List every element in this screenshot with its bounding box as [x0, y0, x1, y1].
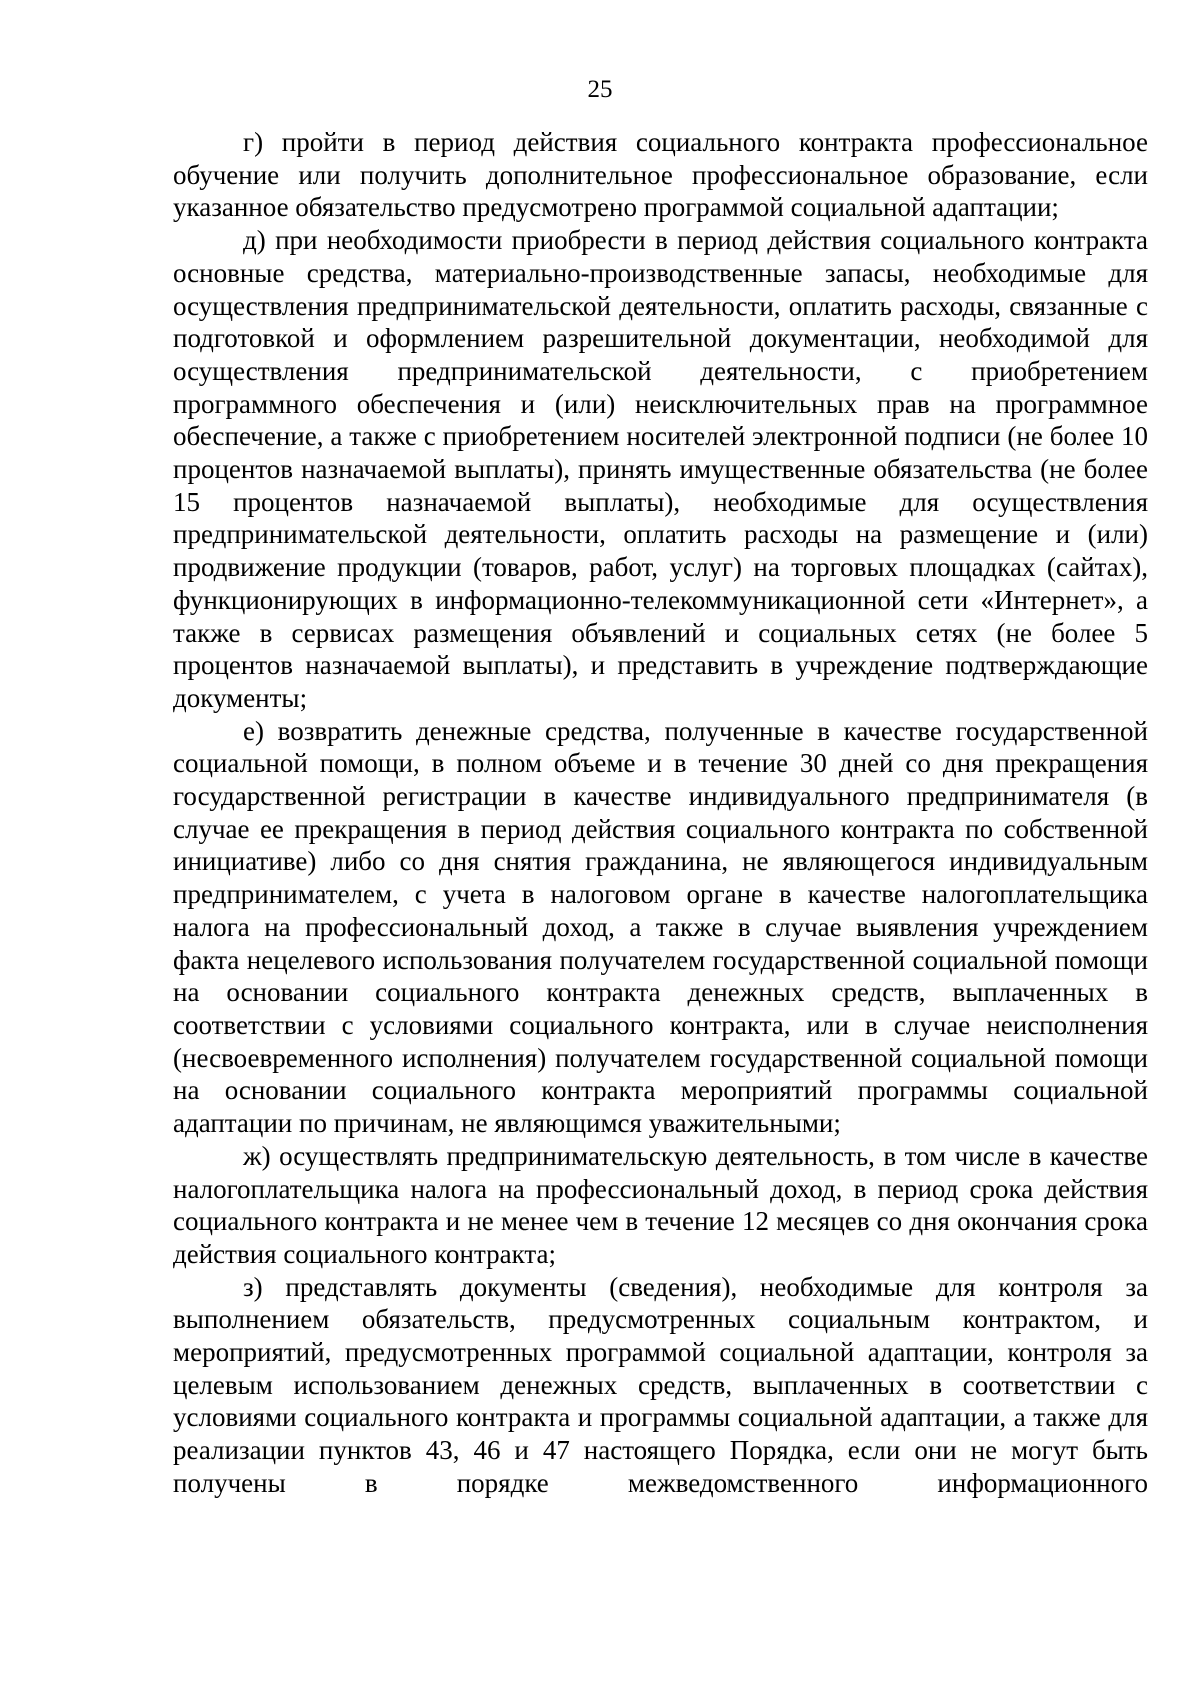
paragraph-d: д) при необходимости приобрести в период действия социального контракта основные средства, материально-производственные запасы, необходимые для осуществления предпринимательской деятельности, оплатить расходы, связанные с подготовкой и оформлением разрешительной документации, необходимой для осуществления предпринимательской деятельности, с приобретением программного обеспечения и (или) неисключительных прав на программное обеспечение, а также с приобретением носителей электронной подписи (не более 10 процентов назначаемой выплаты), принять имущественные обязательства (не более 15 процентов назначаемой выплаты), необходимые для осуществления предпринимательской деятельности, оплатить расходы на размещение и (или) продвижение продукции (товаров, работ, услуг) на торговых площадках (сайтах), функционирующих в информационно-телекоммуникационной сети «Интернет», а также в сервисах размещения объявлений и социальных сетях (не более 5 процентов назначаемой выплаты), и представить в учреждение подтверждающие документы; [173, 225, 1148, 713]
paragraph-z: з) представлять документы (сведения), необходимые для контроля за выполнением обязательств, предусмотренных социальным контрактом, и мероприятий, предусмотренных программой социальной адаптации, контроля за целевым использованием денежных средств, выплаченных в соответствии с условиями социального контракта и программы социальной адаптации, а также для реализации пунктов 43, 46 и 47 настоящего Порядка, если они не могут быть получены в порядке межведомственного информационного [173, 1271, 1148, 1498]
paragraph-g: г) пройти в период действия социального контракта профессиональное обучение или получить дополнительное профессиональное образование, если указанное обязательство предусмотрено программой социальной адаптации; [173, 127, 1148, 223]
document-body [173, 126, 1148, 1500]
page-number: 25 [587, 76, 613, 103]
paragraph-e: е) возвратить денежные средства, полученные в качестве государственной социальной помощи, в полном объеме и в течение 30 дней со дня прекращения государственной регистрации в качестве индивидуального предпринимателя (в случае ее прекращения в период действия социального контракта по собственной инициативе) либо со дня снятия гражданина, не являющегося индивидуальным предпринимателем, с учета в налоговом органе в качестве налогоплательщика налога на профессиональный доход, а также в случае выявления учреждением факта нецелевого использования получателем государственной социальной помощи на основании социального контракта денежных средств, выплаченных в соответствии с условиями социального контракта, или в случае неисполнения (несвоевременного исполнения) получателем государственной социальной помощи на основании социального контракта мероприятий программы социальной адаптации по причинам, не являющимся уважительными; [173, 715, 1148, 1139]
paragraph-zh: ж) осуществлять предпринимательскую деятельность, в том числе в качестве налогоплательщика налога на профессиональный доход, в период срока действия социального контракта и не менее чем в течение 12 месяцев со дня окончания срока действия социального контракта; [173, 1140, 1148, 1269]
